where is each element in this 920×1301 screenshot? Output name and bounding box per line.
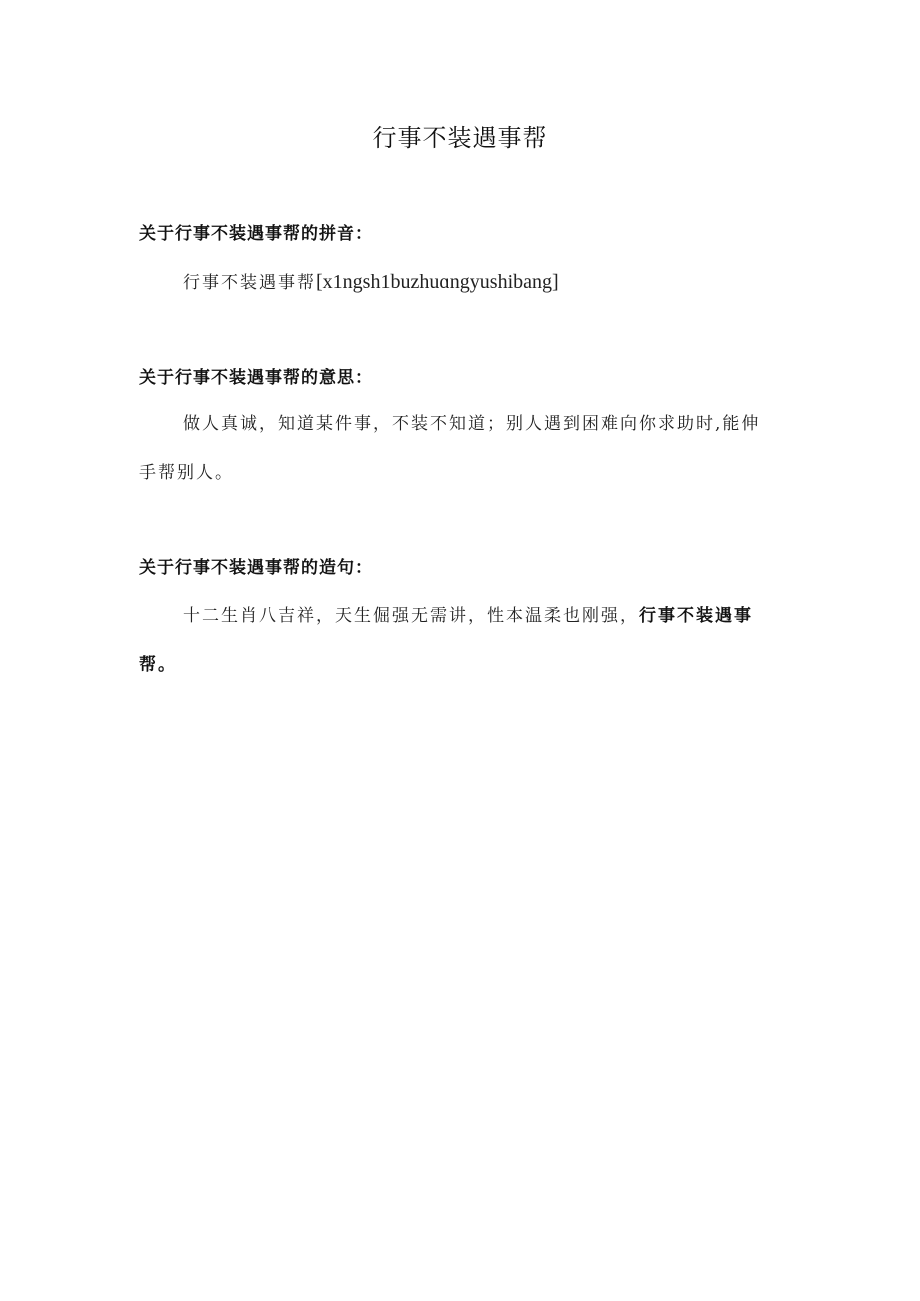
example-highlight: 行事不装遇事帮。 xyxy=(139,606,753,675)
example-heading: 关于行事不装遇事帮的造句： xyxy=(139,558,373,578)
page-title: 行事不装遇事帮 xyxy=(372,124,548,152)
meaning-paragraph: 做人真诚，知道某件事，不装不知道；别人遇到困难向你求助时,能伸手帮别人。 xyxy=(139,414,761,483)
pinyin-heading: 关于行事不装遇事帮的拼音： xyxy=(139,224,373,244)
meaning-heading: 关于行事不装遇事帮的意思： xyxy=(139,368,373,388)
pinyin-text: [x1ngsh1buzhuɑngyushibang] xyxy=(316,271,559,293)
pinyin-word: 行事不装遇事帮 xyxy=(183,273,316,293)
example-sentence: 十二生肖八吉祥，天生倔强无需讲，性本温柔也刚强， xyxy=(183,606,639,626)
example-paragraph xyxy=(139,592,779,690)
pinyin-paragraph xyxy=(139,267,799,298)
